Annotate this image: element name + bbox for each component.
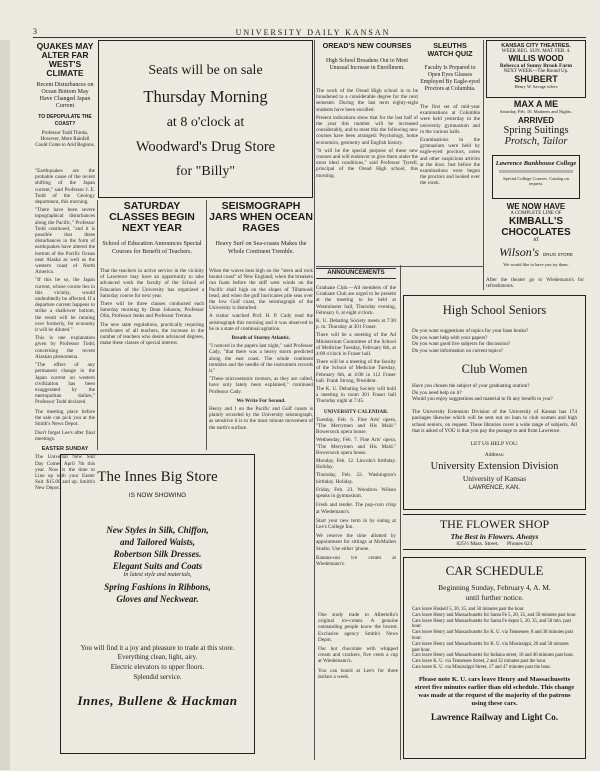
quakes-headline: QUAKES MAY ALTER FAR WEST'S CLIMATE	[36, 41, 94, 78]
quakes-kicker: TO DEPOPULATE THE COAST?	[38, 113, 92, 127]
theatres-show-sub: Henry W. Savage offers	[514, 84, 558, 89]
calendar-title: UNIVERSITY CALENDAR.	[323, 408, 389, 415]
flower-ad	[403, 514, 586, 550]
seismo-article	[209, 201, 313, 255]
clubwomen-question: Do you need help on it?	[412, 389, 462, 396]
arrived-line: Protsch, Tailor	[504, 136, 568, 147]
seats-line: Seats will be on sale	[148, 63, 263, 78]
column-rule	[97, 200, 98, 450]
page-number: 3	[33, 27, 37, 36]
quakes-paragraph: This is one explanation given by Professor Todd, concerning the recent Alaskan phenomena.	[35, 335, 95, 360]
innes-showing: IS NOW SHOWING	[128, 492, 187, 499]
clubwomen-title: Club Women	[461, 362, 528, 376]
highschool-title: High School Seniors	[442, 303, 547, 317]
sleuths-headline: SLEUTHS WATCH QUIZ	[427, 41, 473, 58]
car-line: Cars leave Henry and Massachusetts for K. U. via Tennessee, 8 and 38 minutes past hour.	[412, 630, 573, 641]
local-ad: One study trade to Albertello's original ice-cream. A genuine outstanding people know the lowest. Exclusive agency Smith's News Depot.	[318, 612, 398, 643]
announcement-item: Graduate Club.—All members of the Graduate Club are urged to be present at the meeting to be held at Westminster hall, Thursday evening, February 6, at eight o'clock.	[316, 285, 396, 316]
theatres-next: NEXT WEEK—The Round Up.	[503, 69, 569, 74]
theatres-ad	[486, 40, 586, 98]
innes-footer: Splendid service.	[133, 673, 182, 681]
highschool-ad	[403, 295, 586, 510]
innes-footer: You will find it a joy and pleasure to trade at this store. Everything clean, light, airy.	[80, 644, 235, 661]
innes-line: In latest style and materials,	[123, 572, 192, 578]
theatres-show: MAX A ME	[513, 99, 559, 109]
bunkhouse-title: Lawrence Bunkhouse College	[495, 160, 577, 167]
flower-address: 825½ Mass. Street.	[456, 541, 499, 547]
highschool-body: The University Extension Division of the University of Kansas has 174 packages likewise which will be sent out on loan to club women and high school seniors, on request. These libraries cover a wide range of subjects. All that is asked of YOU is that you pay the postage to and from Lawrence.	[412, 408, 577, 434]
highschool-address: Address:	[484, 451, 505, 458]
seats-line: Thursday Morning	[143, 87, 268, 106]
seats-line: Woodward's Drug Store	[135, 139, 276, 155]
seats-ad	[98, 40, 313, 198]
saturday-paragraph: There will be three classes conducted each Saturday morning by Dean Johnson, Professor Olin, Professor Jenks and Professor Trenton.	[100, 301, 204, 320]
kimballs-line: KIMBALL'S	[508, 216, 564, 227]
announcements	[316, 268, 396, 279]
quakes-paragraph: "If this be so, the Japan current, whose course lies in this vicinity, would undoubtedly be affected. If a departure current happens to strike a shallower bottom, the result will be running over formerly, for economy it will be diluted."	[35, 277, 95, 334]
kimballs-ad	[486, 202, 586, 267]
innes-line: Gloves and Neckwear.	[116, 594, 199, 604]
car-company: Lawrence Railway and Light Co.	[430, 711, 559, 722]
seismo-paragraph: "These microseismic tremors, as they are called, have only lately been explained," continued Professor Cady.	[209, 376, 313, 395]
seismo-headline: SEISMOGRAPH JARS WHEN OCEAN RAGES	[209, 200, 313, 235]
kimballs-line: We would like to have you try them.	[503, 262, 569, 267]
innes-line: New Styles in Silk, Chiffon,	[106, 525, 209, 535]
theatres-show: WILLIS WOOD	[508, 54, 564, 63]
kimballs-wilson: Wilson's	[499, 245, 539, 259]
announcements-title: ANNOUNCEMENTS	[316, 268, 396, 279]
seismo-paragraph: Henry and I on the Pacific and Gulf coasts is plainly recorded by the University seismograph, as sensitive it is to the most minute movement of the earth's surface.	[209, 406, 313, 431]
highschool-location: LAWRENCE, KAN.	[468, 484, 521, 491]
flower-phone: Phones 621	[507, 541, 533, 547]
local-ad: Banana-nut ice cream at Wiedemann's.	[316, 554, 396, 567]
arrived-line: Spring Suitings	[503, 125, 569, 136]
innes-signature: Innes, Bullene & Hackman	[77, 693, 238, 708]
car-begin: Beginning Sunday, February 4, A. M.	[438, 583, 551, 592]
row-rule	[316, 266, 484, 267]
car-line: Cars leave Haskell 5, 20, 35, and 50 minutes past the hour.	[412, 607, 525, 612]
innes-line: and Tailored Waists,	[119, 537, 196, 547]
flower-contact	[403, 541, 586, 547]
easter-headline: EASTER SUNDAY	[41, 445, 89, 452]
seismo-paragraph: "I noticed in the papers last night," said Professor Cady, "that there was a heavy storm predicted along the east coast. The whole continent trembles and the needle of the instrument records it."	[209, 343, 313, 375]
after-theater-text: After the theater go to Wiedemann's for refreshments.	[486, 277, 584, 290]
seismo-body	[209, 268, 313, 431]
calendar-item: Tuesday, Feb. 6. Fine Arts' opera, "The Merrymen and His Maid." Bowersock opera house.	[316, 416, 396, 436]
car-line: Cars leave K. U. via Tennessee Street, 2 and 32 minutes past the hour.	[412, 659, 547, 665]
seismo-paragraph: When the waves beat high on the "stern and rock bound coast" of New England; when the breakers run foam before the stiff west winds on the Pacific shall high on the slopes of Tillamook head, and when the gulf hurricanes pile seas over the low Gulf coast, the seismograph of the University is disturbed.	[209, 268, 313, 312]
seismo-paragraph: A visitor watched Prof. H. P. Cady read the seismograph this morning and it was observed to be in a state of continual agitation.	[209, 313, 313, 332]
sleuths-paragraph: The first set of mid-year examinations at Columbia were held yesterday in the university gymnasium and in the various halls.	[420, 104, 480, 135]
sleuths-deck: Faculty Is Prepared to Open Eyes Glasses Employed By Eagle-eyed Proctors at Columbia.	[420, 65, 480, 93]
kimballs-line: A COMPLETE LINE OF	[510, 211, 562, 216]
highschool-question: Do you want suggestions of topics for your base books?	[412, 328, 529, 334]
local-ad: We reserve the time allotted by appointment for sittings at McMullen Studio. Use either 'phone.	[316, 533, 396, 552]
kimballs-line: CHOCOLATES	[501, 227, 571, 238]
innes-footer: Electric elevators to upper floors.	[110, 663, 205, 671]
saturday-article	[100, 201, 204, 255]
car-line: Cars leave K. U. via Mississippi Street, 17 and 47 minutes past the hour.	[412, 664, 551, 670]
highschool-questions	[412, 328, 577, 354]
quakes-paragraph: "The effect of any permanent change in the Japan current on western civilization has been exaggerated by the metropolitan dailies," Professor Todd declared.	[35, 362, 95, 406]
sleuths-article	[420, 42, 480, 93]
car-line: Cars leave Henry and Massachusetts for Santa Fe 5, 20, 35, and 50 minutes past hour.	[412, 612, 577, 618]
seismo-subhead: Breath of Stormy Atlantic.	[231, 335, 291, 342]
highschool-university: University of Kansas	[462, 473, 527, 483]
arrived-ad	[486, 116, 586, 147]
car-schedule-ad	[403, 557, 586, 759]
highschool-question: Do you want information on current topics?	[412, 347, 504, 354]
after-theater-ad	[486, 277, 584, 289]
max-ame-ad	[486, 99, 586, 114]
seats-line: at 8 o'clock at	[166, 115, 245, 130]
oread-paragraph: Present indications show that for the last half of the year this number will be increased considerably, and to meet this the following new courses have been arranged: Psychology, home economics, geometry and English history.	[316, 114, 418, 146]
announcement-item: There will be a meeting of the faculty of the School of Medicine Tuesday, February 6th, at 4:00 in 112 Fraser hall. Frank Strong, President.	[316, 359, 396, 384]
innes-line: Spring Fashions in Ribbons,	[104, 582, 211, 592]
calendar-item: Wednesday, Feb. 7. Fine Arts' opera, "The Merrymen and His Maid." Bowersock opera house.	[316, 437, 396, 456]
saturday-paragraph: The new state regulations, practically requiring certificates of all teachers, the increase in the number of teachers who desire advanced degrees, make these classes of special interest.	[100, 321, 204, 347]
flower-tagline: The Best in Flowers. Always	[450, 532, 539, 541]
car-line: Cars leave Henry and Massachusetts for K. U. via Mississippi, 20 and 50 minutes past hour.	[412, 641, 569, 653]
car-line: Cars leave Henry and Massachusetts for Santa Fe depot 5, 20, 35, and 50 min. past hour.	[412, 618, 571, 630]
oread-paragraph: "It will be the special purpose of these new courses and will endeavor to give them under the most ideal conditions," said Professor Tyrrell, principal of the Oread High school, this morning.	[316, 147, 418, 179]
arrived-line: ARRIVED	[517, 116, 554, 125]
car-until: until further notice.	[465, 593, 524, 602]
column-rule	[206, 200, 207, 450]
innes-line: Elegant Suits and Coats	[112, 561, 203, 571]
sleuths-paragraph: Examinations in the gymnasium were held by eagle-eyed proctors, notes and other suspicious articles at the door. Just before the examinations were begun the proctors and looked over the room.	[420, 137, 480, 187]
quakes-deck: Professor Todd Thinks, However, More Rainfall Could Come to Arid Regions.	[35, 130, 95, 148]
quakes-paragraph: "Earthquakes are the probable cause of the recent shifting of the Japan current," said Professor J. E. Todd of the Geology department, this morning.	[35, 168, 95, 206]
column-rule	[314, 40, 315, 760]
car-note: Please note K. U. cars leave Henry and Massachusetts street five minutes earlier than old schedule. This change was made at the request of the majority of the patrons using these cars.	[414, 675, 575, 707]
calendar-item: Monday, Feb. 12. Lincoln's birthday. Holiday.	[316, 458, 396, 471]
sleuths-body	[420, 104, 480, 187]
column-rule	[400, 265, 401, 760]
announcement-item: K. U. Debating Society meets at 7:30 p. m. Thursday at 301 Fraser.	[316, 318, 396, 331]
seats-line: for "Billy"	[175, 164, 236, 179]
car-title: CAR SCHEDULE	[445, 563, 544, 578]
oread-article	[316, 42, 418, 72]
car-line: Cars leave Henry and Massachusetts for Indiana street, 10 and 40 minutes past hour.	[412, 653, 574, 659]
seismo-deck: Heavy Surf on Sea-coasts Makes the Whole Continent Tremble.	[215, 240, 307, 255]
oread-body	[316, 88, 418, 179]
announcements-body	[316, 285, 396, 567]
more-local-ads	[318, 612, 398, 680]
theatres-show-sub: Rebecca of Sunny Brook Farm	[499, 63, 573, 69]
theatres-show: SHUBERT	[514, 74, 558, 84]
masthead-rule	[33, 37, 586, 38]
column-rule	[483, 40, 484, 290]
quakes-forget: Don't forget Lee's after final meetings.	[35, 430, 95, 443]
calendar-item: Thursday, Feb. 22. Washington's birthday. Holiday.	[316, 472, 396, 485]
innes-ad	[60, 454, 255, 754]
page-gutter	[0, 40, 10, 770]
oread-headline: OREAD'S NEW COURSES	[322, 41, 412, 50]
bunkhouse-ad	[492, 155, 580, 199]
announcement-item: The K. U. Debating Society will hold a meeting in room 301 Fraser hall Thursday night at 7:45.	[316, 386, 396, 405]
quakes-paragraph: "There have been severe topographical disturbances along the Pacific," Professor Todd continued, "and it is possible that these disturbances in the form of earthquakes have altered the bottom of the Pacific Ocean near Alaska as well as the western coast of North America.	[35, 207, 95, 276]
bunkhouse-text: Special College Courses. Catalog on request.	[503, 176, 569, 186]
calendar-item: Friday, Feb. 23. Woodrow Wilson speaks in gymnasium.	[316, 486, 396, 500]
quakes-article	[35, 42, 95, 149]
announcement-item: There will be a meeting of the Ad Ministerium Committee of the School of Medicine Tuesday, February 6th, at 4:00 o'clock in Fraser hall.	[316, 332, 396, 358]
theatres-title: KANSAS CITY THEATRES.	[501, 43, 571, 49]
kimballs-line: AT	[532, 238, 540, 243]
clubwomen-question: Have you chosen the subject of your graduating oration?	[412, 383, 530, 389]
saturday-headline: SATURDAY CLASSES BEGIN NEXT YEAR	[109, 200, 195, 235]
kimballs-drugstore: DRUG STORE	[543, 252, 573, 257]
saturday-paragraph: That the teachers in active service in the vicinity of Lawrence may have an opportunity to take advanced work the faculty of the School of Education of the University has organized a Saturday course for next year.	[100, 268, 204, 299]
quakes-body	[35, 168, 95, 492]
innes-title: The Innes Big Store	[97, 469, 218, 485]
highschool-division: University Extension Division	[430, 460, 559, 472]
highschool-question: Do you want help with your papers?	[412, 334, 488, 341]
local-ad: Fresh and tender. The pop-corn crisp at Wiedemann's.	[316, 502, 396, 515]
car-lines	[412, 607, 577, 671]
seismo-subhead: We Write For Second.	[236, 397, 286, 404]
oread-paragraph: The work of the Oread High school is to be broadened to a considerable degree for the next semester. During the last term eighty-eight students have been enrolled.	[316, 88, 418, 113]
highschool-question: Do you want good live subjects for discussion?	[412, 341, 511, 347]
clubwomen-question: Would you enjoy suggestions and material to fit any benefit to you?	[412, 396, 553, 402]
local-ad: Start your new term in by eating at Lee's College Inn.	[316, 517, 396, 530]
masthead: UNIVERSITY DAILY KANSAN	[235, 28, 391, 37]
highschool-help: LET US HELP YOU.	[470, 440, 519, 447]
quakes-subhead: Recent Disturbances on Ocean Bottom May Have Changed Japan Current	[36, 81, 94, 109]
flower-title: THE FLOWER SHOP	[439, 517, 550, 531]
theatres-show-sub: Saturday, Feb. 10. Matinees and Nights.	[499, 109, 573, 114]
quakes-sale-notice: The meeting place before the sale can pick you at the Smith's News Depot.	[35, 408, 95, 427]
oread-deck: High School Broadens Out to Meet Unusual Increase in Enrollment.	[326, 57, 408, 71]
theatres-week: WEEK BEG. SUN. MAT. FEB. 4.	[501, 49, 571, 54]
saturday-body	[100, 268, 204, 346]
easter-text: The Universal New Suit Day Comes April 7th this year. Now is the time to Line up with your Easter Suit. $15.00 and up. Smith's New Depot.	[35, 454, 95, 492]
innes-line: Robertson Silk Dresses.	[113, 549, 202, 559]
clubwomen-questions	[412, 383, 577, 403]
saturday-deck: School of Education Announces Special Courses for Benefit of Teachers.	[102, 240, 202, 255]
kimballs-line: WE NOW HAVE	[506, 202, 566, 211]
local-ad: Our hot chocolate with whipped cream and crackers, five cents a cup at Wiedemann's.	[318, 646, 398, 665]
local-ad: You can board at Lee's for three dollars a week.	[318, 667, 398, 680]
